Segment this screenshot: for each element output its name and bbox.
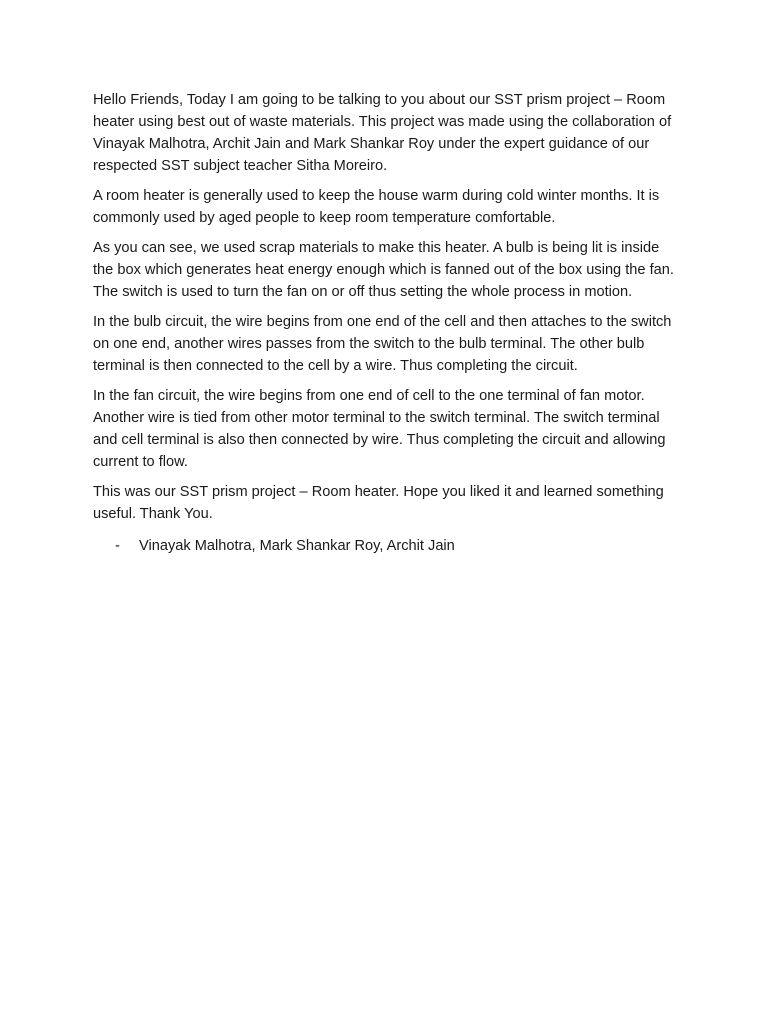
paragraph-bulb-circuit: In the bulb circuit, the wire begins from one end of the cell and then attaches to the switch on one end, another wires passes from the switch to the bulb terminal. The other bulb terminal is then connected to the cell by a wire. Thus completing the circuit.	[93, 314, 672, 374]
paragraph-intro: Hello Friends, Today I am going to be talking to you about our SST prism project – Room heater using best out of waste materials. This project was made using the collaboration of Vinayak Malhotra, Archit Jain and Mark Shankar Roy under the expert guidance of our respected SST subject teacher Sitha Moreiro.	[93, 92, 672, 174]
paragraph-purpose: A room heater is generally used to keep the house warm during cold winter months. It is commonly used by aged people to keep room temperature comfortable.	[93, 188, 660, 226]
signature-line	[93, 535, 683, 557]
document-page	[93, 89, 683, 557]
paragraph-conclusion: This was our SST prism project – Room heater. Hope you liked it and learned something useful. Thank You.	[93, 484, 664, 522]
paragraph-materials: As you can see, we used scrap materials to make this heater. A bulb is being lit is inside the box which generates heat energy enough which is fanned out of the box using the fan. The switch is used to turn the fan on or off thus setting the whole process in motion.	[93, 240, 674, 300]
paragraph-fan-circuit: In the fan circuit, the wire begins from one end of cell to the one terminal of fan motor. Another wire is tied from other motor terminal to the switch terminal. The switch terminal and cell terminal is also then connected by wire. Thus completing the circuit and allowing current to flow.	[93, 388, 666, 470]
signature-names: Vinayak Malhotra, Mark Shankar Roy, Archit Jain	[139, 538, 455, 554]
signature-dash: -	[115, 538, 120, 554]
